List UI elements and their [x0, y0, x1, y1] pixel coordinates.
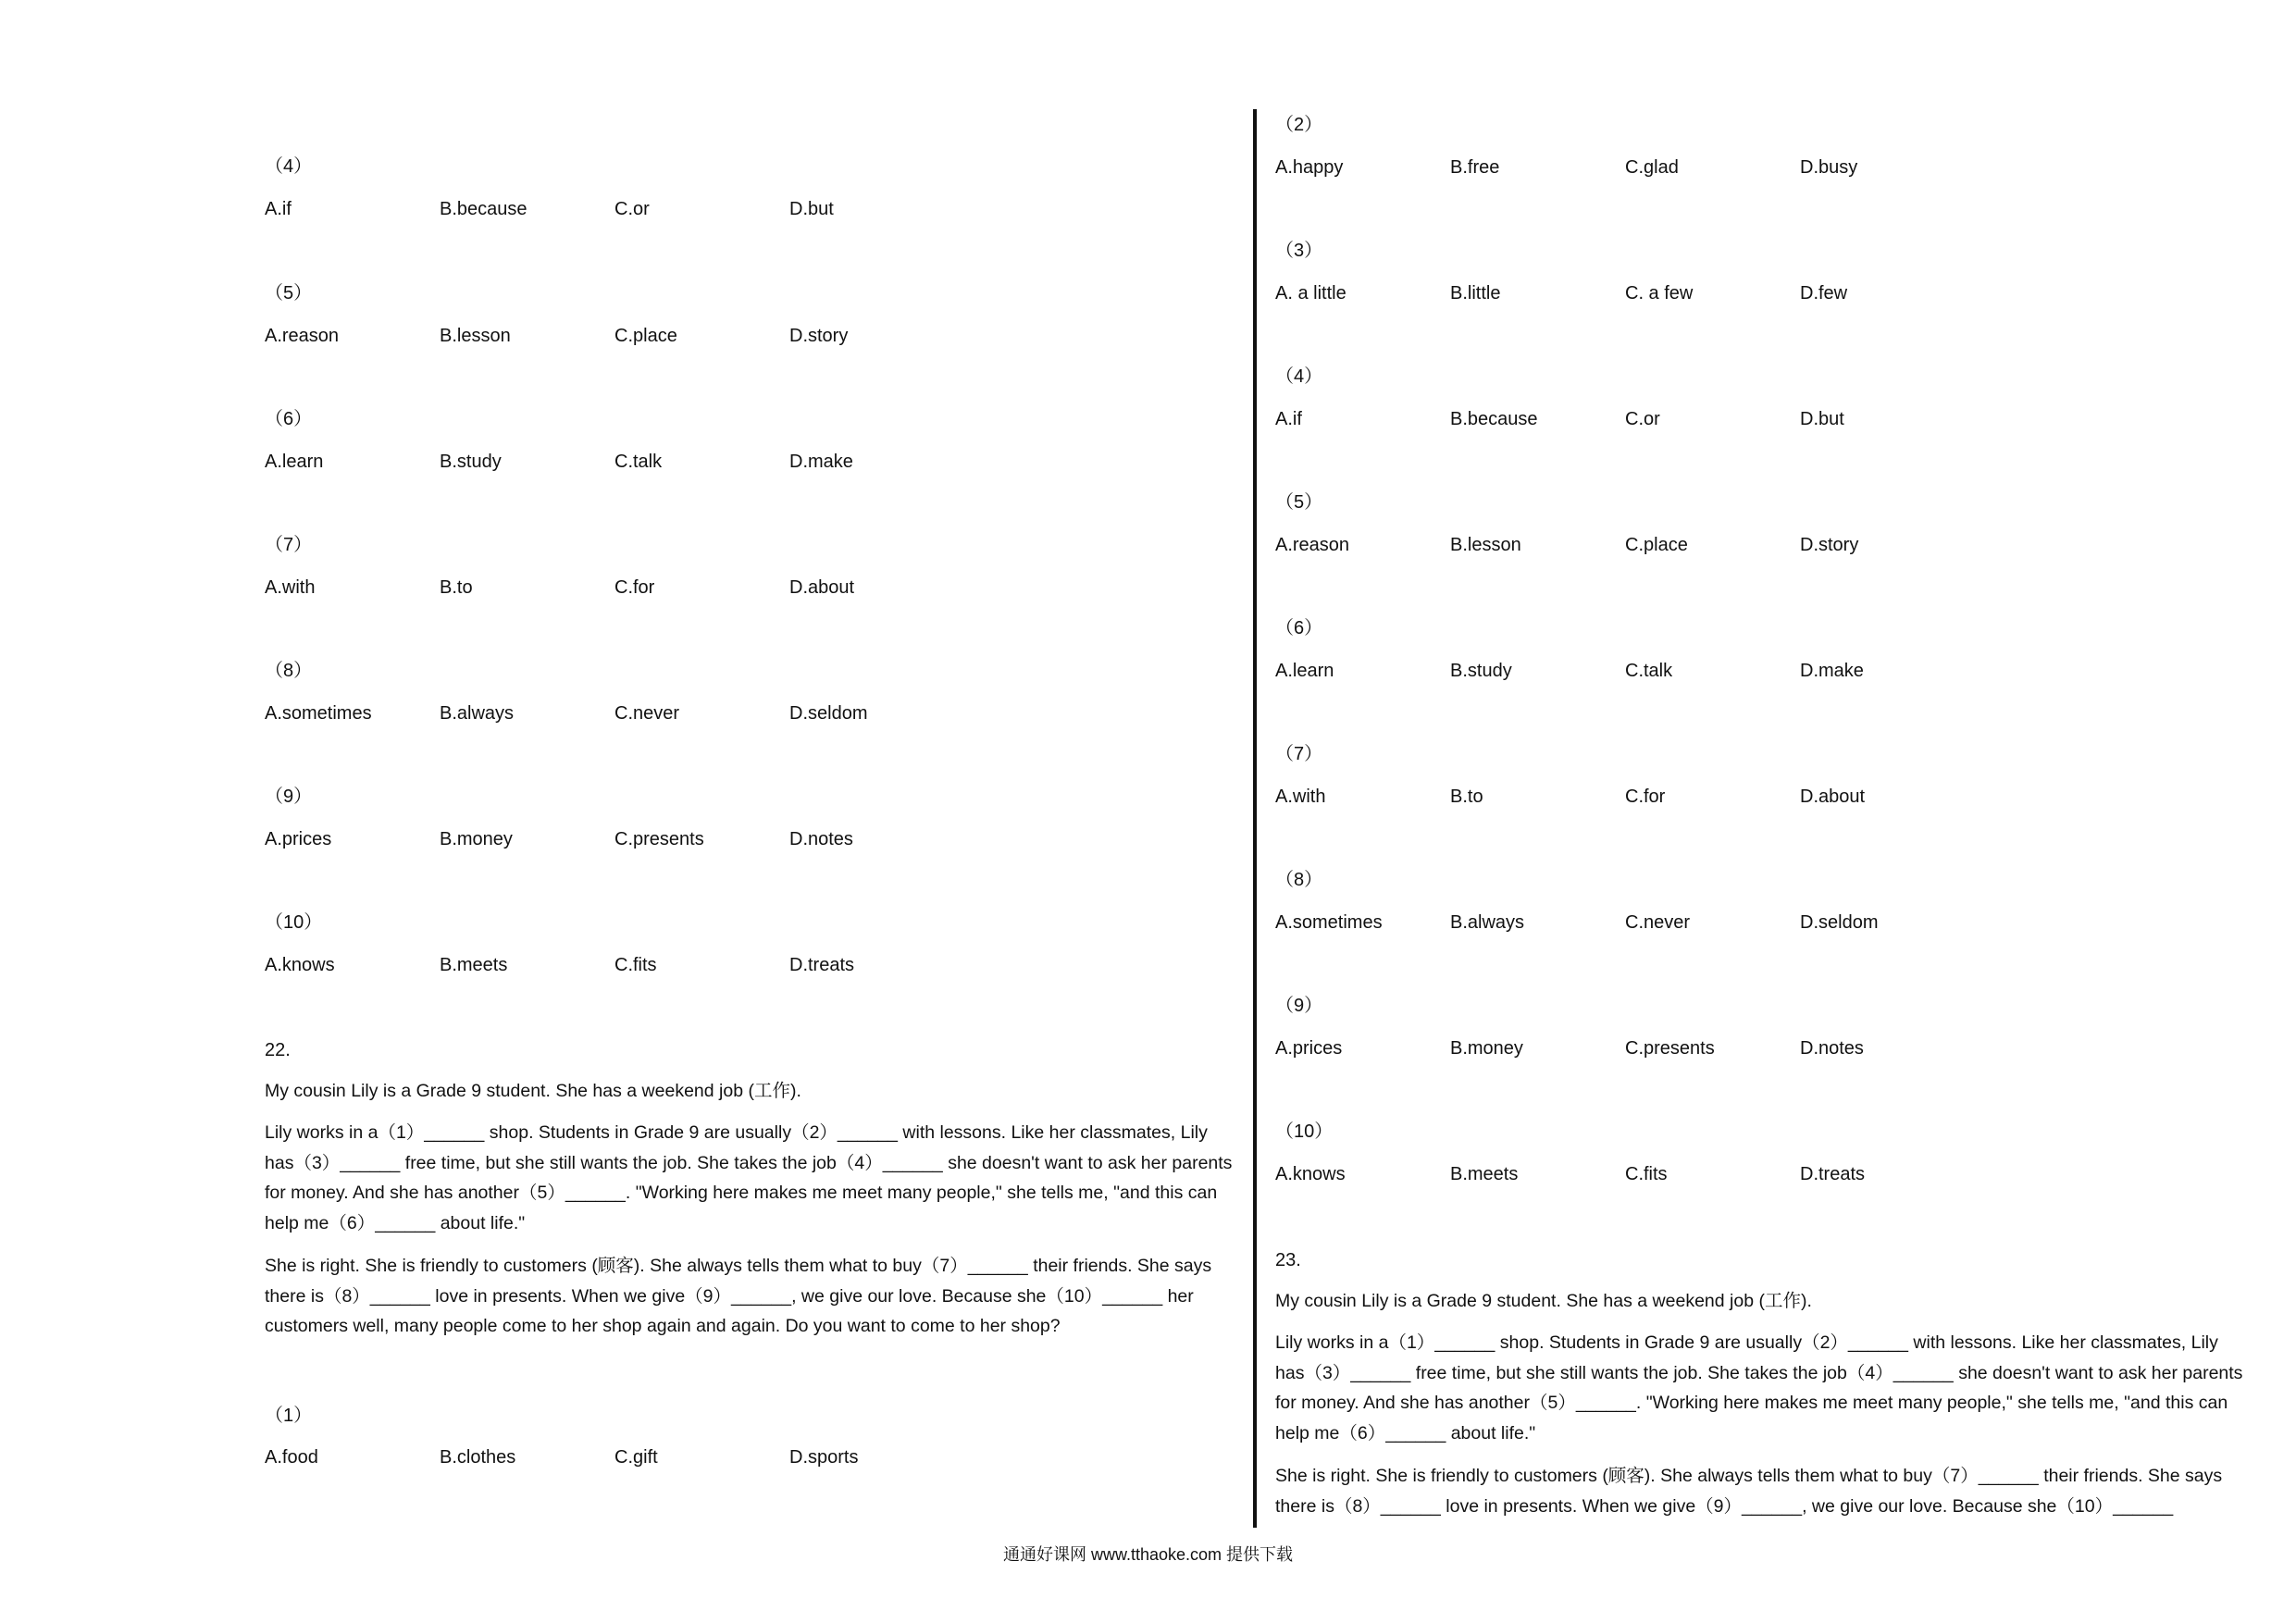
option-a: A.learn [265, 452, 324, 472]
option-group-number: （9） [265, 787, 313, 807]
option-c: C.fits [1625, 1164, 1668, 1184]
option-group-number: （5） [265, 283, 313, 304]
option-c: C.presents [1625, 1038, 1715, 1059]
option-b: B.to [440, 577, 473, 598]
option-d: D.sports [789, 1447, 859, 1468]
option-row [1275, 533, 2108, 557]
option-d: D.story [789, 326, 849, 346]
option-c: C.for [614, 577, 655, 598]
passage-paragraph: Lily works in a（1）______ shop. Students in Grade 9 are usually（2）______ with lessons. Like her classmates, Lily has（3）______ free time, but she still wants the job. She takes the job（4）______ she doesn't want to ask her parents for money. And she has another（5）______. "Working here makes me meet many people," she tells me, "and this can help me（6）______ about life." [265, 1122, 1233, 1233]
option-row [1275, 281, 2108, 305]
option-b: B.study [440, 452, 502, 472]
option-b: B.clothes [440, 1447, 516, 1468]
option-d: D.but [1800, 409, 1844, 429]
option-a: A.prices [265, 829, 332, 849]
option-d: D.story [1800, 535, 1859, 555]
option-group-number: （9） [1275, 996, 1323, 1016]
option-b: B.meets [440, 955, 508, 975]
option-b: B.to [1450, 787, 1483, 807]
option-c: C.gift [614, 1447, 658, 1468]
option-c: C.place [614, 326, 677, 346]
option-row [265, 827, 1098, 851]
option-row [265, 1445, 1098, 1469]
option-row [265, 197, 1098, 221]
option-d: D.notes [789, 829, 853, 849]
option-b: B.free [1450, 157, 1500, 178]
option-c: C.for [1625, 787, 1666, 807]
option-group-number: （3） [1275, 241, 1323, 261]
passage-intro: My cousin Lily is a Grade 9 student. She has a weekend job (工作). [1275, 1291, 1812, 1311]
option-group-number: （6） [265, 409, 313, 429]
option-d: D.make [1800, 661, 1864, 681]
option-d: D.about [789, 577, 855, 598]
option-c: C.never [614, 703, 680, 724]
option-d: D.seldom [789, 703, 868, 724]
option-a: A.knows [265, 955, 335, 975]
option-b: B.study [1450, 661, 1512, 681]
option-d: D.treats [1800, 1164, 1866, 1184]
option-b: B.always [440, 703, 515, 724]
passage-intro: My cousin Lily is a Grade 9 student. She has a weekend job (工作). [265, 1081, 801, 1101]
option-a: A.sometimes [1275, 912, 1383, 933]
option-group-number: （10） [265, 912, 323, 933]
option-d: D.but [789, 199, 834, 219]
option-group-number: （4） [1275, 366, 1323, 387]
option-row [265, 576, 1098, 600]
option-row [1275, 911, 2108, 935]
passage-paragraph: Lily works in a（1）______ shop. Students in Grade 9 are usually（2）______ with lessons. Like her classmates, Lily has（3）______ free time, but she still wants the job. She takes the job（4）______ she doesn't want to ask her parents for money. And she has another（5）______. "Working here makes me meet many people," she tells me, "and this can help me（6）______ about life." [1275, 1332, 2243, 1443]
option-d: D.about [1800, 787, 1866, 807]
option-a: A.prices [1275, 1038, 1343, 1059]
option-c: C.talk [1625, 661, 1673, 681]
question-number: 22. [265, 1040, 291, 1060]
option-b: B.always [1450, 912, 1525, 933]
option-d: D.notes [1800, 1038, 1864, 1059]
option-b: B.lesson [440, 326, 511, 346]
option-d: D.treats [789, 955, 855, 975]
option-row [1275, 1162, 2108, 1186]
option-a: A.food [265, 1447, 318, 1468]
option-group-number: （4） [265, 156, 313, 177]
option-b: B.lesson [1450, 535, 1521, 555]
page-footer: 通通好课网 www.tthaoke.com 提供下载 [1002, 1545, 1294, 1564]
option-a: A.sometimes [265, 703, 372, 724]
option-a: A.if [265, 199, 292, 219]
option-c: C. a few [1625, 283, 1694, 304]
question-number: 23. [1275, 1250, 1301, 1270]
option-b: B.because [1450, 409, 1538, 429]
passage-paragraph: She is right. She is friendly to customers (顾客). She always tells them what to buy（7）______ their friends. She says there is（8）______ love in presents. When we give（9）______, we give our love. Because she（10）______ [1275, 1466, 2223, 1517]
option-a: A.learn [1275, 661, 1334, 681]
option-group-number: （5） [1275, 492, 1323, 513]
option-b: B.because [440, 199, 527, 219]
option-b: B.money [440, 829, 513, 849]
option-a: A.with [1275, 787, 1326, 807]
option-group-number: （10） [1275, 1121, 1334, 1142]
option-row [265, 953, 1098, 977]
option-d: D.seldom [1800, 912, 1879, 933]
option-group-number: （8） [265, 661, 313, 681]
option-c: C.place [1625, 535, 1688, 555]
option-c: C.talk [614, 452, 663, 472]
option-c: C.or [1625, 409, 1660, 429]
option-c: C.fits [614, 955, 657, 975]
option-group-number: （8） [1275, 870, 1323, 890]
option-b: B.meets [1450, 1164, 1519, 1184]
option-row [265, 450, 1098, 474]
option-group-number: （7） [1275, 744, 1323, 764]
option-d: D.few [1800, 283, 1848, 304]
option-row [1275, 1036, 2108, 1060]
option-group-number: （6） [1275, 618, 1323, 638]
option-row [1275, 785, 2108, 809]
option-c: C.glad [1625, 157, 1679, 178]
column-divider [1253, 109, 1257, 1528]
option-group-number: （7） [265, 535, 313, 555]
option-row [1275, 407, 2108, 431]
option-group-number: （1） [265, 1406, 313, 1426]
option-a: A.knows [1275, 1164, 1346, 1184]
option-c: C.or [614, 199, 650, 219]
option-row [265, 324, 1098, 348]
passage-paragraph: She is right. She is friendly to customers (顾客). She always tells them what to buy（7）______ their friends. She says there is（8）______ love in presents. When we give（9）______, we give our love. Because she（10）______ her customers well, many people come to her shop again and again. Do you want to come to her shop? [265, 1256, 1212, 1336]
option-a: A.with [265, 577, 316, 598]
option-a: A.if [1275, 409, 1302, 429]
option-row [1275, 659, 2108, 683]
option-d: D.make [789, 452, 853, 472]
option-a: A.reason [265, 326, 340, 346]
option-a: A. a little [1275, 283, 1347, 304]
option-a: A.reason [1275, 535, 1350, 555]
option-b: B.money [1450, 1038, 1523, 1059]
option-group-number: （2） [1275, 115, 1323, 135]
option-row [1275, 155, 2108, 180]
option-d: D.busy [1800, 157, 1858, 178]
option-a: A.happy [1275, 157, 1344, 178]
option-c: C.never [1625, 912, 1691, 933]
option-c: C.presents [614, 829, 704, 849]
option-b: B.little [1450, 283, 1501, 304]
option-row [265, 701, 1098, 725]
